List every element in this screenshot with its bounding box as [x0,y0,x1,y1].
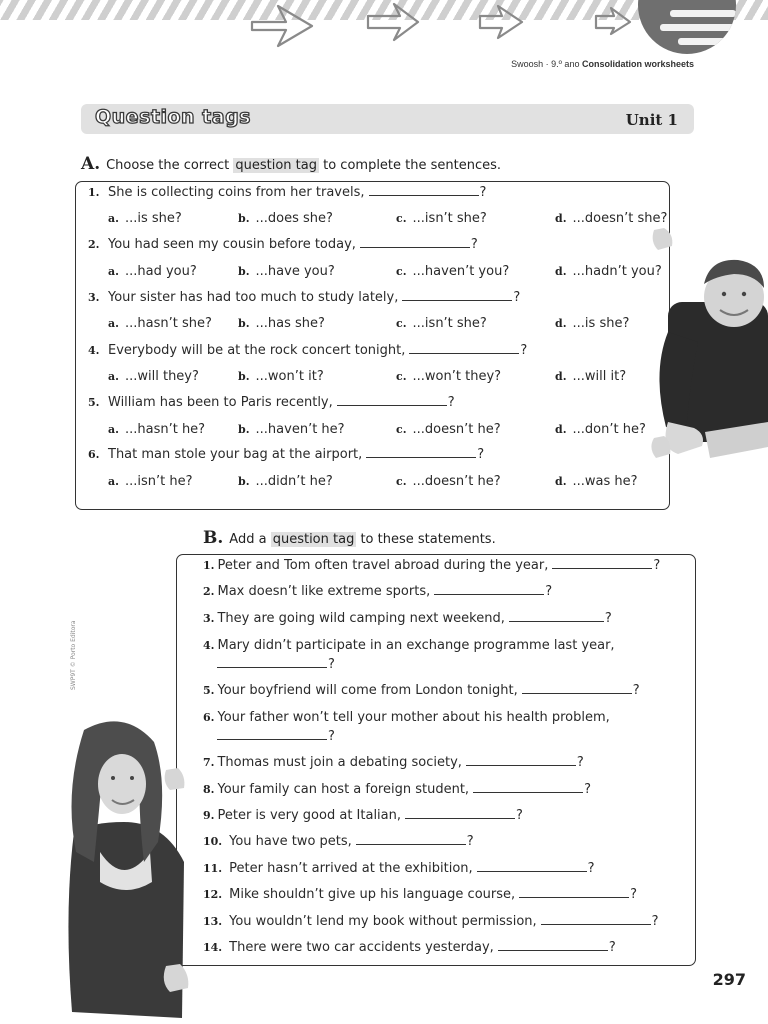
answer-blank[interactable] [217,657,327,668]
question-3: 3. Your sister has had too much to study lately, ? [88,290,521,305]
statement-11: 11. Peter hasn’t arrived at the exhibition, ? [203,861,595,876]
answer-blank[interactable] [405,808,515,819]
option[interactable]: c. ...haven’t you? [396,264,510,279]
statement-13: 13. You wouldn’t lend my book without permission, ? [203,914,659,929]
answer-blank[interactable] [522,683,632,694]
answer-blank[interactable] [466,755,576,766]
section-b-heading: B. Add a question tag to these statements. [203,528,496,548]
question-1: 1. She is collecting coins from her travels, ? [88,185,487,200]
title-band [81,104,694,134]
option[interactable]: a. ...had you? [108,264,197,279]
answer-blank[interactable] [369,185,479,196]
page-title: Question tags [95,106,251,128]
arrow-icon [252,6,312,46]
statement-1: 1. Peter and Tom often travel abroad during the year, ? [203,558,661,573]
statement-4-continued: ? [217,657,335,672]
statement-9: 9. Peter is very good at Italian, ? [203,808,523,823]
option[interactable]: d. ...don’t he? [555,422,646,437]
statement-3: 3. They are going wild camping next weekend, ? [203,611,612,626]
section-b-box [176,554,696,966]
answer-blank[interactable] [217,729,327,740]
arrow-icon [480,6,522,38]
statement-2: 2. Max doesn’t like extreme sports, ? [203,584,553,599]
option[interactable]: a. ...isn’t he? [108,474,193,489]
answer-blank[interactable] [337,395,447,406]
question-2: 2. You had seen my cousin before today, ? [88,237,478,252]
section-a-heading: A. Choose the correct question tag to complete the sentences. [81,154,502,174]
statement-10: 10. You have two pets, ? [203,834,474,849]
option[interactable]: b. ...does she? [238,211,333,226]
question-6: 6. That man stole your bag at the airport, ? [88,447,485,462]
answer-blank[interactable] [473,782,583,793]
answer-blank[interactable] [519,887,629,898]
option[interactable]: c. ...doesn’t he? [396,474,501,489]
option[interactable]: b. ...has she? [238,316,325,331]
answer-blank[interactable] [498,940,608,951]
answer-blank[interactable] [434,584,544,595]
answer-blank[interactable] [360,237,470,248]
option[interactable]: c. ...doesn’t he? [396,422,501,437]
answer-blank[interactable] [366,447,476,458]
statement-6-continued: ? [217,729,335,744]
option[interactable]: c. ...won’t they? [396,369,502,384]
arrow-icon [368,4,418,40]
answer-blank[interactable] [509,611,604,622]
option[interactable]: a. ...hasn’t she? [108,316,212,331]
option[interactable]: a. ...hasn’t he? [108,422,206,437]
option[interactable]: d. ...doesn’t she? [555,211,668,226]
answer-blank[interactable] [356,834,466,845]
option[interactable]: a. ...will they? [108,369,199,384]
option[interactable]: c. ...isn’t she? [396,211,487,226]
photo-credit: SWP9T © Porto Editora [70,620,77,690]
statement-4: 4. Mary didn’t participate in an exchange programme last year, [203,638,615,653]
option[interactable]: b. ...haven’t he? [238,422,345,437]
unit-label: Unit 1 [625,111,678,129]
question-4: 4. Everybody will be at the rock concert tonight, ? [88,343,528,358]
statement-6: 6. Your father won’t tell your mother about his health problem, [203,710,610,725]
question-5: 5. William has been to Paris recently, ? [88,395,455,410]
statement-14: 14. There were two car accidents yesterday, ? [203,940,616,955]
statement-12: 12. Mike shouldn’t give up his language course, ? [203,887,638,902]
answer-blank[interactable] [541,914,651,925]
boy-photo [650,222,768,504]
statement-7: 7. Thomas must join a debating society, ? [203,755,584,770]
option[interactable]: d. ...was he? [555,474,638,489]
statement-5: 5. Your boyfriend will come from London tonight, ? [203,683,640,698]
arrow-icons [240,0,660,50]
arrow-icon [596,8,630,34]
section-a-box [75,181,670,510]
option[interactable]: d. ...will it? [555,369,627,384]
answer-blank[interactable] [552,558,652,569]
option[interactable]: b. ...won’t it? [238,369,324,384]
source-line: Swoosh · 9.º ano Consolidation worksheets [511,59,694,69]
option[interactable]: c. ...isn’t she? [396,316,487,331]
page-number: 297 [712,970,746,989]
option[interactable]: b. ...have you? [238,264,335,279]
option[interactable]: a. ...is she? [108,211,182,226]
answer-blank[interactable] [402,290,512,301]
statement-8: 8. Your family can host a foreign student, ? [203,782,591,797]
option[interactable]: d. ...hadn’t you? [555,264,662,279]
option[interactable]: d. ...is she? [555,316,630,331]
answer-blank[interactable] [477,861,587,872]
girl-photo [54,712,204,1024]
answer-blank[interactable] [409,343,519,354]
option[interactable]: b. ...didn’t he? [238,474,333,489]
